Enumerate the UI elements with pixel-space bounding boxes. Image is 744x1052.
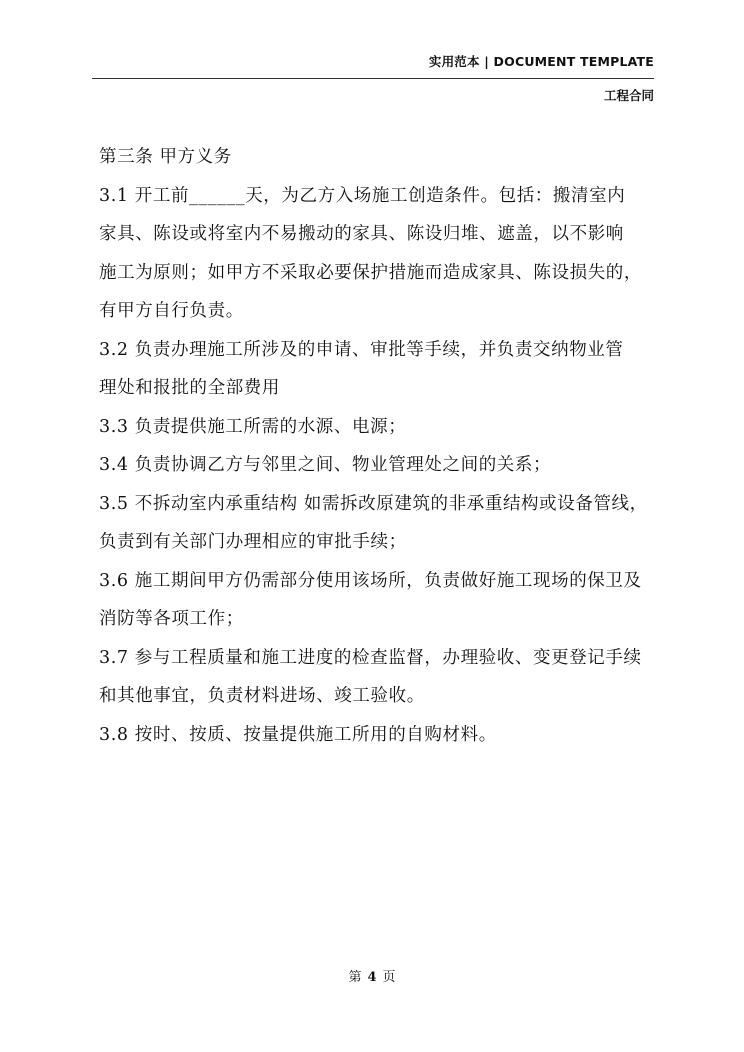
page-prefix: 第: [348, 970, 362, 985]
paragraph-line: 3.6 施工期间甲方仍需部分使用该场所，负责做好施工现场的保卫及: [99, 570, 642, 591]
paragraph-line: 有甲方自行负责。: [99, 301, 244, 321]
paragraph-line: 3.3 负责提供施工所需的水源、电源；: [99, 416, 407, 437]
document-header-subtitle: 工程合同: [603, 88, 654, 103]
article-heading: 第三条 甲方义务: [99, 147, 232, 167]
paragraph-line: 3.1 开工前______天，为乙方入场施工创造条件。包括：搬清室内: [99, 185, 626, 206]
header-divider: [92, 78, 654, 79]
paragraph-line: 3.2 负责办理施工所涉及的申请、审批等手续，并负责交纳物业管: [99, 339, 624, 360]
paragraph-line: 家具、陈设或将室内不易搬动的家具、陈设归堆、遮盖，以不影响: [99, 224, 624, 244]
document-header-title: 实用范本 | DOCUMENT TEMPLATE: [428, 54, 654, 69]
page-footer: [0, 966, 744, 985]
paragraph-line: 3.4 负责协调乙方与邻里之间、物业管理处之间的关系；: [99, 455, 552, 475]
paragraph-line: 3.5 不拆动室内承重结构 如需拆改原建筑的非承重结构或设备管线，: [99, 493, 648, 514]
paragraph-line: 3.7 参与工程质量和施工进度的检查监督，办理验收、变更登记手续: [99, 647, 642, 668]
page-number: 4: [367, 970, 377, 985]
paragraph-line: 和其他事宜，负责材料进场、竣工验收。: [99, 686, 425, 706]
article-body: [99, 138, 671, 754]
paragraph-line: 负责到有关部门办理相应的审批手续；: [99, 532, 407, 552]
paragraph-line: 3.8 按时、按质、按量提供施工所用的自购材料。: [99, 724, 497, 745]
paragraph-line: 理处和报批的全部费用: [99, 378, 280, 398]
paragraph-line: 施工为原则；如甲方不采取必要保护措施而造成家具、陈设损失的，: [99, 262, 642, 283]
paragraph-line: 消防等各项工作；: [99, 609, 244, 629]
page-suffix: 页: [382, 970, 396, 985]
